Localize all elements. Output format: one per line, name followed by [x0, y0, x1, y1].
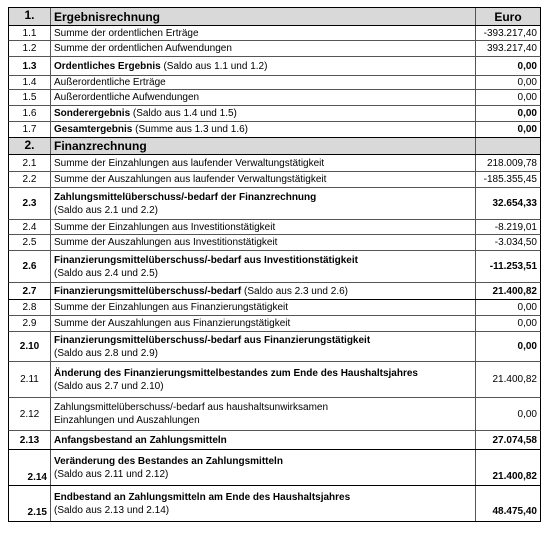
- row-value: 0,00: [517, 302, 537, 313]
- table-row: [8, 122, 541, 138]
- table-row: [8, 251, 541, 283]
- header-title: Ergebnisrechnung: [51, 8, 476, 25]
- row-label: Anfangsbestand an Zahlungsmitteln: [51, 431, 476, 449]
- row-num: 2.7: [9, 283, 51, 299]
- table-row: [8, 172, 541, 188]
- row-value: 0,00: [517, 124, 537, 135]
- row-num: 2.13: [9, 431, 51, 449]
- row-num: 2.8: [9, 300, 51, 315]
- row-value: 0,00: [517, 60, 537, 72]
- row-num: 1.2: [9, 41, 51, 56]
- header-num: 2.: [9, 138, 51, 154]
- table-row: [8, 155, 541, 172]
- row-label: Finanzierungsmittelüberschuss/-bedarf aus Investitionstätigkeit (Saldo aus 2.4 und 2.5): [51, 251, 476, 282]
- row-label: Summe der Auszahlungen aus Finanzierungstätigkeit: [51, 316, 476, 331]
- row-label: Ordentliches Ergebnis (Saldo aus 1.1 und 1.2): [51, 57, 476, 75]
- row-label: Außerordentliche Aufwendungen: [51, 90, 476, 105]
- row-value: 32.654,33: [492, 198, 537, 209]
- row-num: 2.9: [9, 316, 51, 331]
- table-row: [8, 362, 541, 398]
- row-label: Außerordentliche Erträge: [51, 76, 476, 89]
- row-label: Gesamtergebnis (Summe aus 1.3 und 1.6): [51, 122, 476, 137]
- header-currency: Euro: [494, 9, 522, 24]
- row-value: 0,00: [517, 92, 537, 103]
- row-value: -8.219,01: [494, 221, 537, 233]
- row-num: 2.5: [9, 235, 51, 250]
- row-num: 2.12: [9, 398, 51, 430]
- budget-table: [8, 7, 541, 522]
- row-num: 2.6: [9, 251, 51, 282]
- row-label: Endbestand an Zahlungsmitteln am Ende des Haushaltsjahres (Saldo aus 2.13 und 2.14): [51, 486, 476, 521]
- row-label: Summe der Einzahlungen aus Finanzierungstätigkeit: [51, 300, 476, 315]
- row-label: Summe der Auszahlungen aus laufender Verwaltungstätigkeit: [51, 172, 476, 187]
- table-row: [8, 57, 541, 76]
- row-label: Finanzierungsmittelüberschuss/-bedarf (Saldo aus 2.3 und 2.6): [51, 283, 476, 299]
- table-row: [8, 76, 541, 90]
- header-num: 1.: [9, 8, 51, 25]
- row-label: Summe der ordentlichen Erträge: [51, 26, 476, 40]
- row-value: 393.217,40: [486, 43, 537, 54]
- row-num: 1.6: [9, 106, 51, 121]
- row-label: Veränderung des Bestandes an Zahlungsmitteln (Saldo aus 2.11 und 2.12): [51, 450, 476, 485]
- table-row: [8, 398, 541, 431]
- table-row: [8, 90, 541, 106]
- row-value: 21.400,82: [492, 374, 537, 385]
- table-row: [8, 188, 541, 220]
- row-label: Summe der Einzahlungen aus Investitionstätigkeit: [51, 220, 476, 234]
- header-ergebnisrechnung: [8, 7, 541, 26]
- table-row: [8, 486, 541, 522]
- table-row: [8, 332, 541, 362]
- row-num: 2.14: [9, 450, 51, 485]
- row-num: 1.4: [9, 76, 51, 89]
- row-value: 0,00: [517, 341, 537, 352]
- table-row: [8, 300, 541, 316]
- row-label: Änderung des Finanzierungsmittelbestandes zum Ende des Haushaltsjahres (Saldo aus 2.7 und 2.10): [51, 362, 476, 397]
- row-value: 0,00: [517, 408, 537, 420]
- row-value: 0,00: [517, 77, 537, 88]
- header-value-empty: [476, 138, 540, 154]
- row-label: Summe der Auszahlungen aus Investitionstätigkeit: [51, 235, 476, 250]
- row-value: -3.034,50: [494, 237, 537, 248]
- row-num: 2.11: [9, 362, 51, 397]
- row-num: 2.15: [9, 486, 51, 521]
- table-row: [8, 41, 541, 57]
- row-num: 1.7: [9, 122, 51, 137]
- table-row: [8, 106, 541, 122]
- row-num: 2.10: [9, 332, 51, 361]
- row-label: Zahlungsmittelüberschuss/-bedarf der Finanzrechnung (Saldo aus 2.1 und 2.2): [51, 188, 476, 219]
- row-label: Zahlungsmittelüberschuss/-bedarf aus haushaltsunwirksamen Einzahlungen und Auszahlungen: [51, 398, 476, 430]
- table-row: [8, 283, 541, 300]
- row-value: 218.009,78: [486, 157, 537, 169]
- row-num: 2.2: [9, 172, 51, 187]
- row-value: -393.217,40: [483, 27, 537, 39]
- row-value: -185.355,45: [483, 174, 537, 185]
- table-row: [8, 26, 541, 41]
- table-row: [8, 450, 541, 486]
- row-label: Summe der ordentlichen Aufwendungen: [51, 41, 476, 56]
- row-num: 2.1: [9, 155, 51, 171]
- row-num: 2.3: [9, 188, 51, 219]
- row-value: -11.253,51: [489, 261, 537, 272]
- row-value: 27.074,58: [492, 434, 537, 446]
- table-row: [8, 431, 541, 450]
- row-value: 0,00: [517, 318, 537, 329]
- table-row: [8, 316, 541, 332]
- row-num: 1.5: [9, 90, 51, 105]
- row-num: 1.1: [9, 26, 51, 40]
- row-label: Summe der Einzahlungen aus laufender Verwaltungstätigkeit: [51, 155, 476, 171]
- row-num: 2.4: [9, 220, 51, 234]
- row-label: Finanzierungsmittelüberschuss/-bedarf aus Finanzierungstätigkeit (Saldo aus 2.8 und 2.9): [51, 332, 476, 361]
- header-title: Finanzrechnung: [51, 138, 476, 154]
- row-label: Sonderergebnis (Saldo aus 1.4 und 1.5): [51, 106, 476, 121]
- table-row: [8, 220, 541, 235]
- row-value: 0,00: [517, 108, 537, 119]
- header-finanzrechnung: [8, 138, 541, 155]
- table-row: [8, 235, 541, 251]
- row-value: 21.400,82: [492, 285, 537, 297]
- row-value: 21.400,82: [492, 471, 537, 482]
- row-num: 1.3: [9, 57, 51, 75]
- row-value: 48.475,40: [492, 506, 537, 517]
